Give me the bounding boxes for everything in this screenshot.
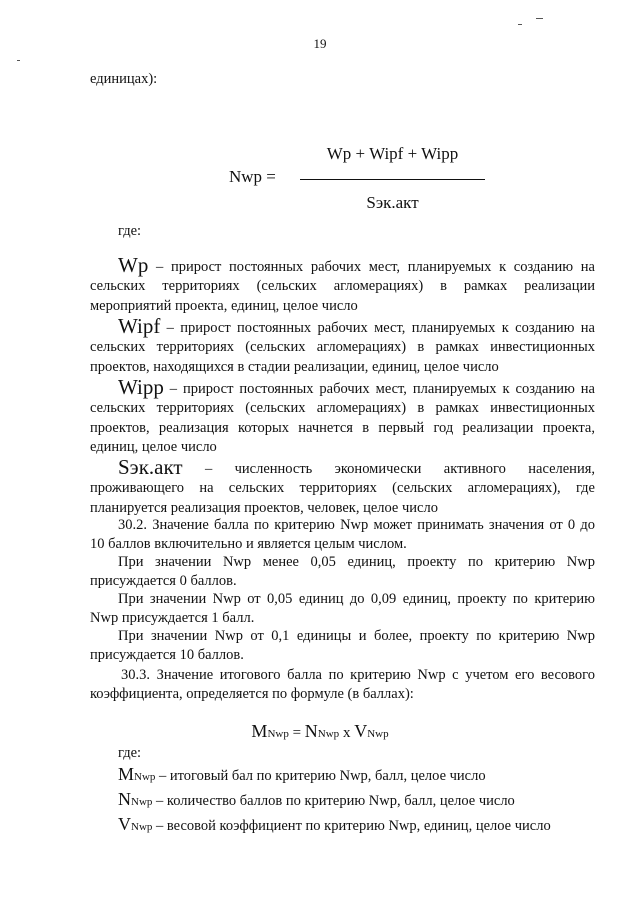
formula-denominator: Sэк.акт xyxy=(366,193,419,212)
formula-lhs: Nwp = xyxy=(229,167,276,186)
definition-wipf: Wipf – прирост постоянных рабочих мест, планируемых к созданию на сельских территориях (сельских агломерациях) в рамках инвестиционных проектов, находящихся в стадии реализации, единиц, целое число xyxy=(90,314,595,375)
definition-m-nwp: MNwp – итоговый бал по критерию Nwp, балл, целое число xyxy=(118,764,486,784)
where-label-2: где: xyxy=(118,745,142,761)
paragraph-30-3: 30.3. Значение итогового балла по критерию Nwp с учетом его весового коэффициента, определяется по формуле (в баллах): xyxy=(90,667,595,703)
rule-less-0-05: При значении Nwp менее 0,05 единиц, проекту по критерию Nwp присуждается 0 баллов. xyxy=(90,554,595,590)
definition-wp: Wp – прирост постоянных рабочих мест, планируемых к созданию на сельских территориях (сельских агломерациях) в рамках реализации мероприятий проекта, единиц, целое число xyxy=(90,253,595,314)
scan-mark-left xyxy=(17,60,20,61)
symbol-wp: Wp xyxy=(118,253,149,277)
page-number: 19 xyxy=(313,36,327,51)
paragraph-30-2: 30.2. Значение балла по критерию Nwp может принимать значения от 0 до 10 баллов включительно и является целым числом. xyxy=(90,517,595,553)
rule-0-1-and-more: При значении Nwp от 0,1 единицы и более, проекту по критерию Nwp присуждается 10 баллов. xyxy=(90,628,595,664)
symbol-sek-akt: Sэк.акт xyxy=(118,455,183,479)
fraction-bar xyxy=(300,179,485,180)
definition-n-nwp: NNwp – количество баллов по критерию Nwp, балл, целое число xyxy=(118,789,515,809)
definition-v-nwp: VNwp – весовой коэффициент по критерию Nwp, единиц, целое число xyxy=(118,814,551,834)
formula-total-score: MNwp = NNwp x VNwp xyxy=(251,721,389,741)
definition-sek-akt: Sэк.акт – численность экономически активного населения, проживающего на сельских территориях (сельских агломерациях), где планируется реализация проектов, человек, целое число xyxy=(90,455,595,516)
formula-numerator: Wp + Wipf + Wipp xyxy=(326,144,459,163)
symbol-wipp: Wipp xyxy=(118,375,164,399)
scan-mark-top-right xyxy=(536,18,543,19)
definition-wipp: Wipp – прирост постоянных рабочих мест, планируемых к созданию на сельских территориях (сельских агломерациях) в рамках инвестиционных проектов, реализация которых начнется в первый год реализации проекта, единиц, целое число xyxy=(90,375,595,455)
where-label: где: xyxy=(118,223,142,239)
scan-mark-top-right-2 xyxy=(518,24,522,25)
rule-0-05-to-0-09: При значении Nwp от 0,05 единиц до 0,09 единиц, проекту по критерию Nwp присуждается 1 балл. xyxy=(90,591,595,627)
intro-text: единицах): xyxy=(90,71,158,87)
symbol-wipf: Wipf xyxy=(118,314,161,338)
